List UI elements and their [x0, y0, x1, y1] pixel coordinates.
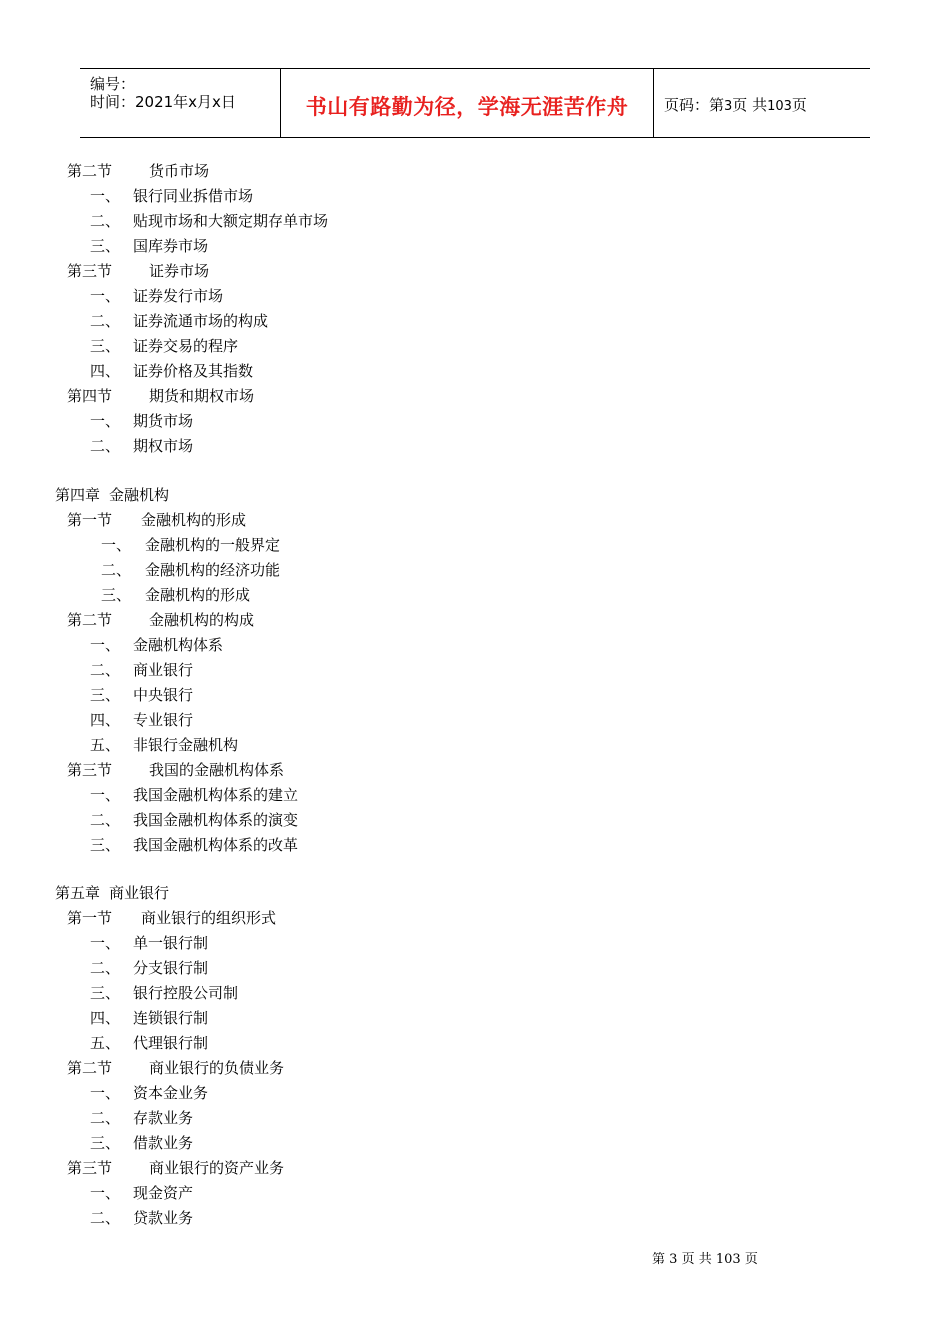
- toc-marker: 五、: [90, 1034, 121, 1052]
- toc-section: [67, 510, 246, 530]
- toc-item: [90, 635, 223, 655]
- toc-marker: 一、: [90, 934, 121, 952]
- toc-item: [90, 933, 208, 953]
- toc-marker: 第四章: [55, 486, 101, 504]
- toc-marker: 二、: [90, 312, 121, 330]
- toc-marker: 二、: [101, 561, 132, 579]
- toc-title: 金融机构的形成: [145, 586, 251, 604]
- footer-mid: 页 共: [681, 1252, 712, 1267]
- toc-item: [90, 336, 238, 356]
- toc-marker: 三、: [90, 686, 121, 704]
- toc-item: [90, 286, 223, 306]
- toc-marker: 三、: [90, 237, 121, 255]
- toc-item: [90, 436, 193, 456]
- toc-title: 证券发行市场: [133, 287, 224, 305]
- toc-marker: 第一节: [67, 511, 113, 529]
- toc-item: [90, 411, 193, 431]
- toc-marker: 第三节: [67, 262, 113, 280]
- toc-section: [67, 908, 276, 928]
- toc-title: 银行同业拆借市场: [133, 187, 254, 205]
- toc-item: [90, 660, 193, 680]
- toc-title: 证券市场: [149, 262, 210, 280]
- toc-marker: 三、: [90, 984, 121, 1002]
- toc-title: 商业银行的负债业务: [149, 1059, 285, 1077]
- toc-section: [67, 261, 209, 281]
- document-number-label: 编号：: [90, 75, 136, 93]
- toc-title: 分支银行制: [133, 959, 209, 977]
- toc-item: [90, 1108, 193, 1128]
- toc-item: [90, 186, 253, 206]
- toc-marker: 一、: [90, 187, 121, 205]
- toc-item: [90, 361, 253, 381]
- toc-marker: 二、: [90, 437, 121, 455]
- toc-item: [90, 236, 208, 256]
- toc-title: 金融机构: [109, 486, 170, 504]
- page-suffix: 页: [791, 96, 807, 114]
- footer-prefix: 第: [652, 1252, 666, 1267]
- toc-marker: 第二节: [67, 1059, 113, 1077]
- toc-item: [90, 983, 238, 1003]
- toc-marker: 第四节: [67, 387, 113, 405]
- toc-title: 现金资产: [133, 1184, 194, 1202]
- toc-title: 我国金融机构体系的演变: [133, 811, 299, 829]
- toc-marker: 一、: [90, 1184, 121, 1202]
- toc-section: [67, 1158, 284, 1178]
- toc-item: [90, 1033, 208, 1053]
- toc-marker: 一、: [90, 287, 121, 305]
- toc-item: [101, 560, 280, 580]
- toc-marker: 四、: [90, 711, 121, 729]
- toc-title: 货币市场: [149, 162, 210, 180]
- toc-item: [90, 685, 193, 705]
- toc-item: [90, 958, 208, 978]
- toc-item: [90, 710, 193, 730]
- toc-title: 证券交易的程序: [133, 337, 239, 355]
- toc-title: 借款业务: [133, 1134, 194, 1152]
- toc-marker: 一、: [90, 636, 121, 654]
- toc-marker: 第二节: [67, 162, 113, 180]
- toc-title: 期货和期权市场: [149, 387, 255, 405]
- toc-marker: 三、: [90, 337, 121, 355]
- toc-section: [67, 760, 284, 780]
- toc-marker: 第五章: [55, 884, 101, 902]
- toc-title: 期权市场: [133, 437, 194, 455]
- toc-marker: 二、: [90, 212, 121, 230]
- toc-title: 存款业务: [133, 1109, 194, 1127]
- toc-section: [67, 386, 254, 406]
- toc-section: [67, 161, 209, 181]
- toc-chapter: [55, 883, 169, 903]
- toc-title: 商业银行的组织形式: [141, 909, 277, 927]
- page-mid: 页 共: [732, 96, 768, 114]
- toc-title: 金融机构的经济功能: [145, 561, 281, 579]
- toc-title: 商业银行: [133, 661, 194, 679]
- toc-marker: 二、: [90, 1209, 121, 1227]
- toc-title: 证券流通市场的构成: [133, 312, 269, 330]
- toc-title: 金融机构的构成: [149, 611, 255, 629]
- toc-marker: 三、: [90, 1134, 121, 1152]
- toc-item: [90, 735, 238, 755]
- toc-title: 商业银行: [109, 884, 170, 902]
- toc-title: 单一银行制: [133, 934, 209, 952]
- toc-marker: 三、: [90, 836, 121, 854]
- toc-marker: 三、: [101, 586, 132, 604]
- toc-title: 银行控股公司制: [133, 984, 239, 1002]
- toc-title: 贷款业务: [133, 1209, 194, 1227]
- header-page-cell: [654, 69, 870, 137]
- toc-marker: 一、: [101, 536, 132, 554]
- toc-title: 证券价格及其指数: [133, 362, 254, 380]
- toc-marker: 二、: [90, 661, 121, 679]
- document-time-label: 时间：2021年x月x日: [90, 93, 236, 111]
- page-prefix: 页码：第: [664, 96, 725, 114]
- toc-marker: 四、: [90, 1009, 121, 1027]
- header-page-info: [664, 94, 807, 115]
- toc-marker: 第三节: [67, 761, 113, 779]
- toc-chapter: [55, 485, 169, 505]
- page-total: 103: [767, 99, 792, 114]
- toc-marker: 一、: [90, 1084, 121, 1102]
- toc-title: 金融机构体系: [133, 636, 224, 654]
- toc-marker: 第三节: [67, 1159, 113, 1177]
- toc-title: 国库券市场: [133, 237, 209, 255]
- toc-marker: 一、: [90, 786, 121, 804]
- toc-item: [90, 1183, 193, 1203]
- toc-title: 金融机构的形成: [141, 511, 247, 529]
- footer-page-number: 3: [669, 1252, 678, 1267]
- toc-title: 资本金业务: [133, 1084, 209, 1102]
- footer-suffix: 页: [744, 1252, 758, 1267]
- toc-marker: 第二节: [67, 611, 113, 629]
- toc-marker: 五、: [90, 736, 121, 754]
- toc-title: 专业银行: [133, 711, 194, 729]
- toc-item: [90, 211, 328, 231]
- toc-title: 代理银行制: [133, 1034, 209, 1052]
- toc-item: [101, 585, 250, 605]
- toc-title: 贴现市场和大额定期存单市场: [133, 212, 329, 230]
- header-motto-cell: [281, 69, 654, 137]
- toc-item: [90, 785, 298, 805]
- toc-marker: 四、: [90, 362, 121, 380]
- page-header: [80, 68, 870, 138]
- header-meta-cell: [80, 69, 281, 137]
- toc-title: 中央银行: [133, 686, 194, 704]
- page-number: 3: [724, 99, 733, 114]
- toc-item: [90, 1133, 193, 1153]
- toc-title: 金融机构的一般界定: [145, 536, 281, 554]
- toc-marker: 二、: [90, 1109, 121, 1127]
- toc-title: 非银行金融机构: [133, 736, 239, 754]
- page-footer: [652, 1248, 758, 1267]
- toc-title: 我国金融机构体系的改革: [133, 836, 299, 854]
- toc-title: 连锁银行制: [133, 1009, 209, 1027]
- toc-title: 我国的金融机构体系: [149, 761, 285, 779]
- toc-item: [90, 835, 298, 855]
- toc-title: 商业银行的资产业务: [149, 1159, 285, 1177]
- toc-marker: 第一节: [67, 909, 113, 927]
- toc-section: [67, 1058, 284, 1078]
- toc-item: [90, 1083, 208, 1103]
- toc-section: [67, 610, 254, 630]
- toc-title: 我国金融机构体系的建立: [133, 786, 299, 804]
- toc-marker: 二、: [90, 811, 121, 829]
- toc-item: [101, 535, 280, 555]
- toc-item: [90, 1008, 208, 1028]
- header-motto: 书山有路勤为径，学海无涯苦作舟: [305, 95, 629, 119]
- toc-item: [90, 810, 298, 830]
- toc-title: 期货市场: [133, 412, 194, 430]
- toc-marker: 二、: [90, 959, 121, 977]
- toc-item: [90, 311, 268, 331]
- footer-page-total: 103: [715, 1252, 741, 1267]
- toc-marker: 一、: [90, 412, 121, 430]
- toc-item: [90, 1208, 193, 1228]
